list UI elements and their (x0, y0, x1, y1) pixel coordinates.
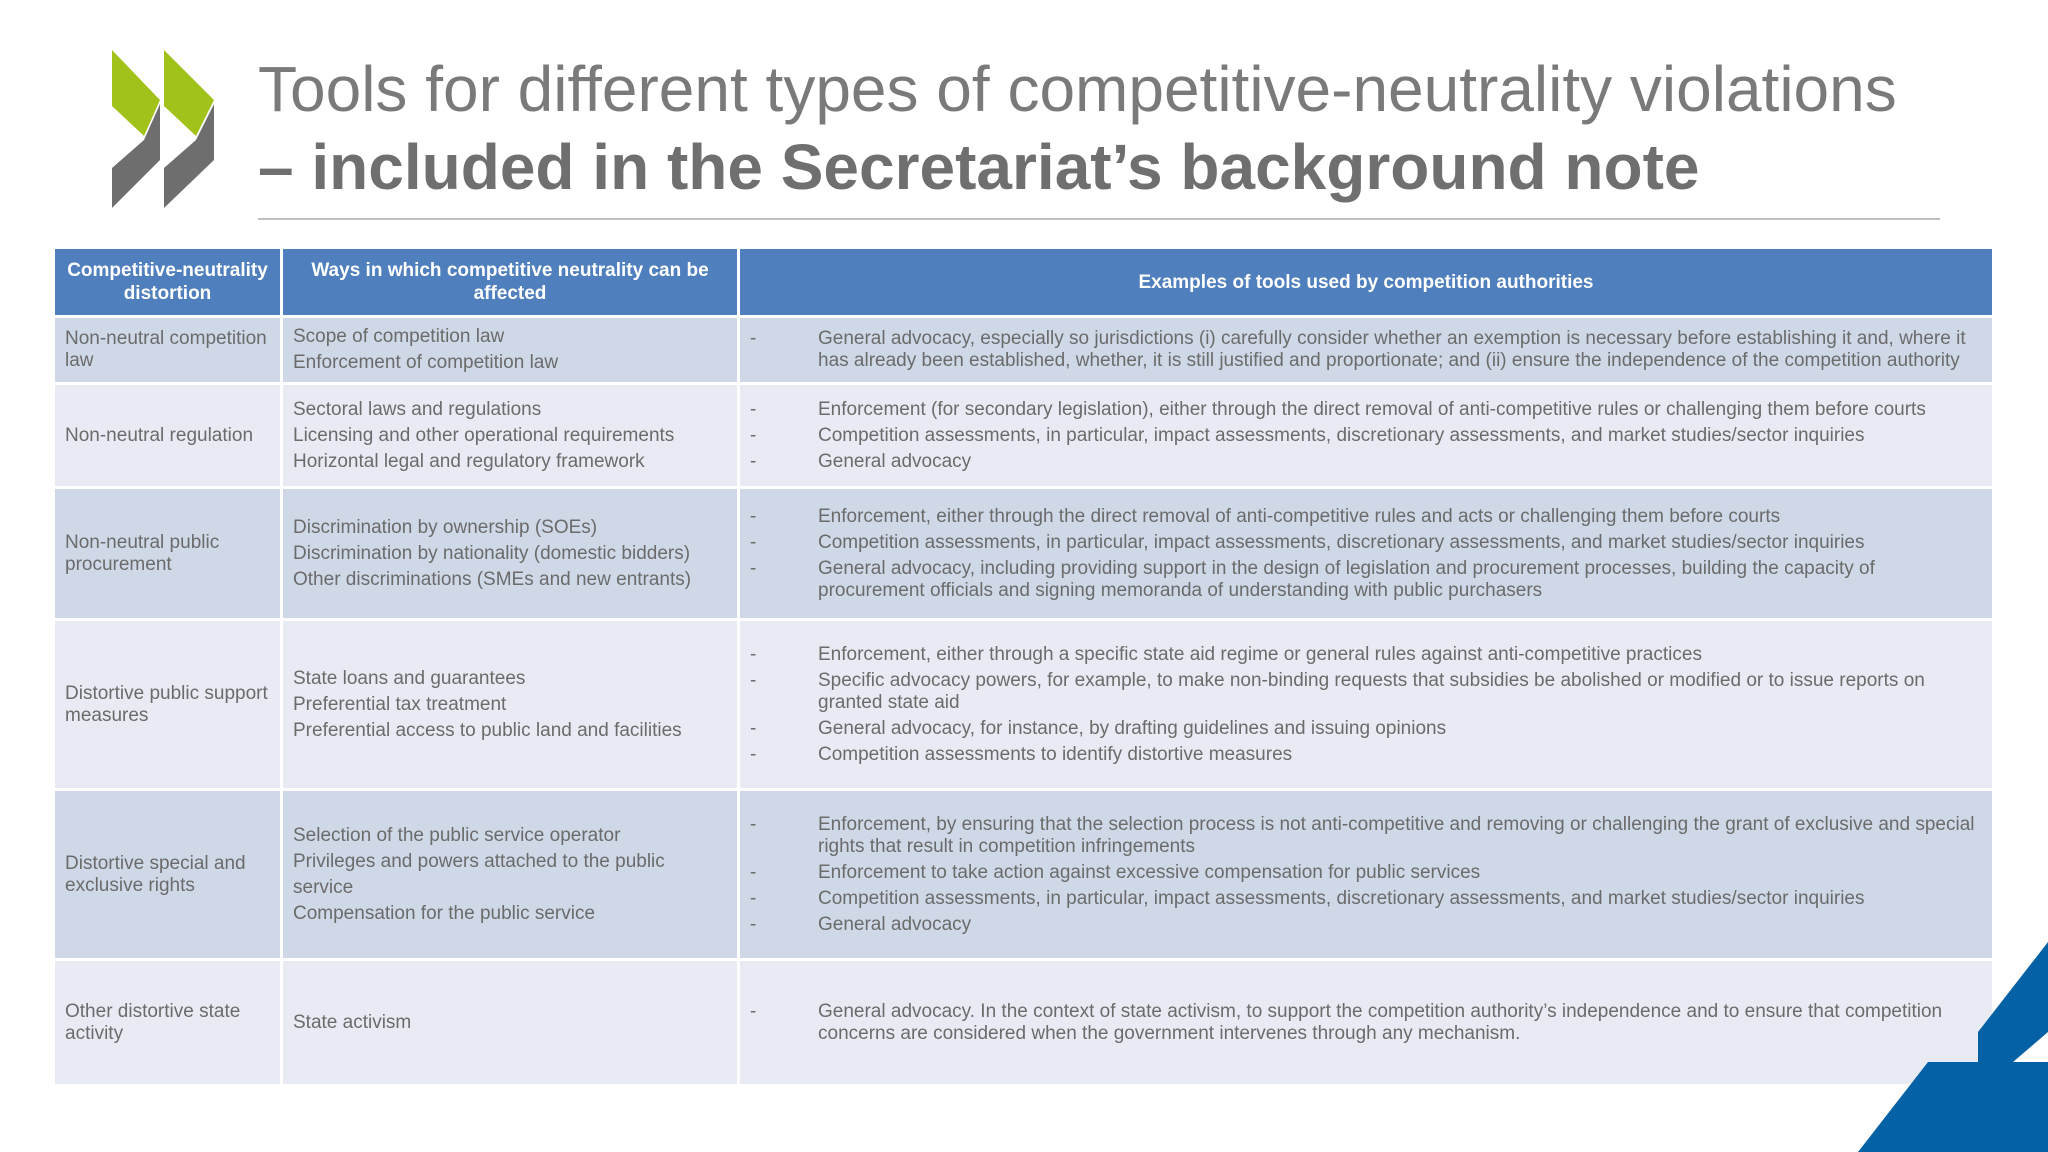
ways-item: Other discriminations (SMEs and new entrants) (293, 568, 692, 590)
table-header-row (54, 248, 1994, 317)
ways-item: Privileges and powers attached to the public service (293, 850, 665, 898)
example-item: - Enforcement (for secondary legislation), either through the direct removal of anti-competitive rules or challenging them before courts (750, 398, 1926, 420)
table-row (54, 620, 1994, 790)
example-item: - General advocacy (750, 913, 972, 935)
ways-cell (282, 790, 739, 960)
table-row (54, 317, 1994, 384)
distortion-cell: Non-neutral competition law (54, 317, 282, 384)
example-item: - Specific advocacy powers, for example, to make non-binding requests that subsidies be abolished or modified or to issue reports on granted state aid (750, 669, 1925, 713)
distortion-cell: Non-neutral regulation (54, 384, 282, 488)
examples-cell (739, 620, 1994, 790)
ways-item: Preferential tax treatment (293, 693, 507, 715)
ways-cell (282, 620, 739, 790)
column-header-ways: Ways in which competitive neutrality can be affected (282, 248, 739, 317)
ways-item: Selection of the public service operator (293, 824, 621, 846)
examples-cell (739, 384, 1994, 488)
table-row (54, 384, 1994, 488)
ways-cell (282, 384, 739, 488)
ways-cell (282, 960, 739, 1086)
example-item: - Enforcement, either through a specific state aid regime or general rules against anti-competitive practices (750, 643, 1702, 665)
corner-triangle-lower (1858, 1062, 2048, 1152)
distortion-cell: Other distortive state activity (54, 960, 282, 1086)
example-item: - General advocacy (750, 450, 972, 472)
column-header-examples: Examples of tools used by competition authorities (739, 248, 1994, 317)
table-row (54, 488, 1994, 620)
example-item: - Enforcement, either through the direct removal of anti-competitive rules and acts or challenging them before courts (750, 505, 1781, 527)
ways-cell (282, 317, 739, 384)
example-item: - Competition assessments, in particular, impact assessments, discretionary assessments, and market studies/sector inquiries (750, 887, 1865, 909)
ways-item: Discrimination by nationality (domestic bidders) (293, 542, 691, 564)
example-item: - General advocacy, for instance, by drafting guidelines and issuing opinions (750, 717, 1447, 739)
example-item: - General advocacy. In the context of state activism, to support the competition authority’s independence and to ensure that competition concerns are considered when the government intervenes through any mechanism. (750, 1000, 1943, 1044)
distortion-cell: Distortive special and exclusive rights (54, 790, 282, 960)
examples-cell (739, 790, 1994, 960)
example-item: - General advocacy, especially so jurisdictions (i) carefully consider whether an exemption is necessary before establishing it and, where it has already been established, whether, it is still justified and proportionate; and (ii) ensure the independence of the competition authority (750, 328, 1966, 371)
tools-table (52, 246, 1995, 1087)
example-item: - Competition assessments to identify distortive measures (750, 743, 1293, 765)
page-title (258, 50, 1978, 206)
ways-item: Horizontal legal and regulatory framework (293, 450, 645, 472)
examples-cell (739, 488, 1994, 620)
example-item: - Enforcement, by ensuring that the selection process is not anti-competitive and removing or challenging the grant of exclusive and special rights that result in competition infringements (750, 813, 1975, 857)
example-item: - Enforcement to take action against excessive compensation for public services (750, 861, 1481, 883)
ways-item: Preferential access to public land and facilities (293, 719, 682, 741)
ways-item: State loans and guarantees (293, 667, 526, 689)
title-line-1: Tools for different types of competitive-neutrality violations (258, 53, 1897, 125)
ways-item: Licensing and other operational requirements (293, 424, 675, 446)
ways-cell (282, 488, 739, 620)
corner-decoration (1828, 892, 2048, 1152)
distortion-cell: Distortive public support measures (54, 620, 282, 790)
example-item: - Competition assessments, in particular, impact assessments, discretionary assessments, and market studies/sector inquiries (750, 424, 1865, 446)
ways-item: Compensation for the public service (293, 902, 596, 924)
distortion-cell: Non-neutral public procurement (54, 488, 282, 620)
column-header-distortion: Competitive-neutrality distortion (54, 248, 282, 317)
ways-item: Discrimination by ownership (SOEs) (293, 516, 598, 538)
ways-item: Sectoral laws and regulations (293, 398, 542, 420)
oecd-chevron-logo-icon (110, 48, 220, 210)
table-row (54, 790, 1994, 960)
examples-cell (739, 317, 1994, 384)
title-line-2: – included in the Secretariat’s background note (258, 131, 1700, 203)
title-divider (258, 218, 1940, 220)
example-item: - General advocacy, including providing support in the design of legislation and procurement processes, building the capacity of procurement officials and signing memoranda of understanding with public purchasers (750, 557, 1875, 601)
example-item: - Competition assessments, in particular, impact assessments, discretionary assessments, and market studies/sector inquiries (750, 531, 1865, 553)
ways-item: Scope of competition law (293, 326, 505, 347)
ways-item: State activism (293, 1011, 412, 1033)
ways-item: Enforcement of competition law (293, 352, 559, 373)
table-row (54, 960, 1994, 1086)
examples-cell (739, 960, 1994, 1086)
